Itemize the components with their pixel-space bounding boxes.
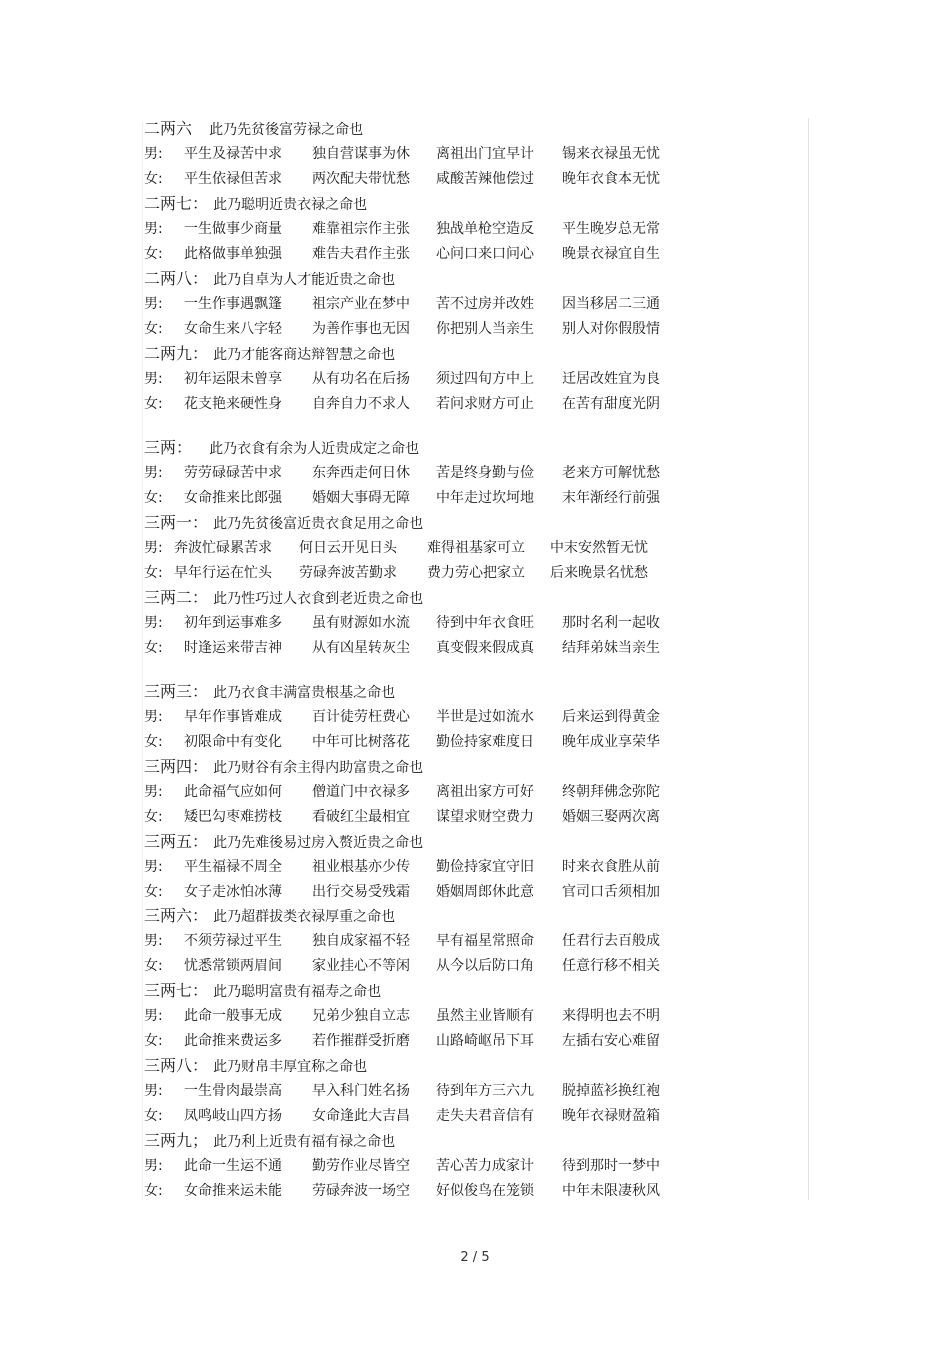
female-label: 女: bbox=[144, 321, 163, 337]
verse-phrase: 女命逢此大吉昌 bbox=[312, 1108, 410, 1124]
verse-phrase: 早年行运在忙头 bbox=[174, 565, 272, 581]
male-label: 男: bbox=[144, 859, 163, 875]
verse-phrase: 女命生来八字轻 bbox=[184, 321, 282, 337]
verse-phrase: 后来运到得黄金 bbox=[562, 709, 660, 725]
verse-phrase: 半世是过如流水 bbox=[436, 709, 534, 725]
verse-phrase: 兄弟少独自立志 bbox=[312, 1008, 410, 1024]
section-description: 此乃财谷有余主得内助富贵之命也 bbox=[213, 760, 424, 776]
male-label: 男: bbox=[144, 933, 163, 949]
verse-phrase: 若作摧群受折磨 bbox=[312, 1033, 410, 1049]
verse-phrase: 脱掉蓝衫换红袍 bbox=[562, 1083, 660, 1099]
male-verse-line bbox=[144, 143, 704, 167]
verse-phrase: 忧悉常锁两眉间 bbox=[184, 958, 282, 974]
verse-phrase: 勤俭持家难度日 bbox=[436, 734, 534, 750]
verse-phrase: 后来晚景名忧愁 bbox=[550, 565, 648, 581]
verse-phrase: 从有凶星转灰尘 bbox=[312, 640, 410, 656]
verse-phrase: 苦是终身勤与俭 bbox=[436, 465, 534, 481]
verse-phrase: 难靠祖宗作主张 bbox=[312, 221, 410, 237]
verse-phrase: 独战单枪空造反 bbox=[436, 221, 534, 237]
verse-phrase: 女命推来运未能 bbox=[184, 1183, 282, 1199]
verse-phrase: 从今以后防口角 bbox=[436, 958, 534, 974]
verse-phrase: 离祖出门宜早计 bbox=[436, 146, 534, 162]
male-label: 男: bbox=[144, 146, 163, 162]
verse-phrase: 早入科门姓名扬 bbox=[312, 1083, 410, 1099]
female-label: 女: bbox=[144, 734, 163, 750]
verse-phrase: 待到中年衣食旺 bbox=[436, 615, 534, 631]
verse-phrase: 末年渐经行前强 bbox=[562, 490, 660, 506]
verse-phrase: 锡来衣禄虽无忧 bbox=[562, 146, 660, 162]
female-verse-line bbox=[144, 243, 704, 267]
female-label: 女: bbox=[144, 565, 163, 581]
verse-phrase: 一生骨肉最崇高 bbox=[184, 1083, 282, 1099]
verse-phrase: 终朝拜佛念弥陀 bbox=[562, 784, 660, 800]
verse-phrase: 为善作事也无因 bbox=[312, 321, 410, 337]
verse-phrase: 独自成家福不轻 bbox=[312, 933, 410, 949]
female-label: 女: bbox=[144, 958, 163, 974]
verse-phrase: 别人对你假殷情 bbox=[562, 321, 660, 337]
verse-phrase: 婚姻三娶两次离 bbox=[562, 809, 660, 825]
verse-phrase: 苦不过房并改姓 bbox=[436, 296, 534, 312]
verse-phrase: 好似俊鸟在笼锁 bbox=[436, 1183, 534, 1199]
verse-phrase: 花支艳来硬性身 bbox=[184, 396, 282, 412]
female-verse-line bbox=[144, 955, 704, 979]
section-description: 此乃衣食有余为人近贵成定之命也 bbox=[209, 441, 420, 457]
male-label: 男: bbox=[144, 540, 163, 556]
verse-phrase: 东奔西走何日休 bbox=[312, 465, 410, 481]
female-verse-line bbox=[144, 168, 704, 192]
verse-phrase: 家业挂心不等闲 bbox=[312, 958, 410, 974]
female-verse-line bbox=[144, 637, 704, 661]
female-label: 女: bbox=[144, 1108, 163, 1124]
section-number: 三两二： bbox=[144, 588, 209, 607]
verse-phrase: 官司口舌须相加 bbox=[562, 884, 660, 900]
section-description: 此乃自卓为人才能近贵之命也 bbox=[213, 272, 396, 288]
verse-phrase: 早年作事皆难成 bbox=[184, 709, 282, 725]
verse-phrase: 走失夫君音信有 bbox=[436, 1108, 534, 1124]
verse-phrase: 老来方可解忧愁 bbox=[562, 465, 660, 481]
verse-phrase: 真变假来假成真 bbox=[436, 640, 534, 656]
right-margin-line bbox=[808, 118, 809, 1200]
section-title bbox=[144, 118, 363, 142]
male-label: 男: bbox=[144, 221, 163, 237]
male-verse-line bbox=[144, 1005, 704, 1029]
verse-phrase: 中年走过坎坷地 bbox=[436, 490, 534, 506]
male-label: 男: bbox=[144, 371, 163, 387]
verse-phrase: 初限命中有变化 bbox=[184, 734, 282, 750]
verse-phrase: 难告夫君作主张 bbox=[312, 246, 410, 262]
section-title bbox=[144, 681, 395, 705]
section-number: 三两三： bbox=[144, 682, 209, 701]
verse-phrase: 僧道门中衣禄多 bbox=[312, 784, 410, 800]
verse-phrase: 女命推来比郎强 bbox=[184, 490, 282, 506]
female-verse-line bbox=[144, 1105, 704, 1129]
female-label: 女: bbox=[144, 246, 163, 262]
section-description: 此乃利上近贵有福有禄之命也 bbox=[213, 1134, 396, 1150]
verse-phrase: 初年到运事难多 bbox=[184, 615, 282, 631]
female-label: 女: bbox=[144, 396, 163, 412]
verse-phrase: 自奔自力不求人 bbox=[312, 396, 410, 412]
verse-phrase: 苦心苦力成家计 bbox=[436, 1158, 534, 1174]
verse-phrase: 何日云开见日头 bbox=[299, 540, 397, 556]
verse-phrase: 晚年衣禄财盈箱 bbox=[562, 1108, 660, 1124]
verse-phrase: 平生福禄不周全 bbox=[184, 859, 282, 875]
verse-phrase: 女子走冰怕冰薄 bbox=[184, 884, 282, 900]
verse-phrase: 中年未限凄秋风 bbox=[562, 1183, 660, 1199]
section-title bbox=[144, 343, 395, 367]
section-description: 此乃超群拔类衣禄厚重之命也 bbox=[213, 909, 396, 925]
male-verse-line bbox=[144, 612, 704, 636]
verse-phrase: 因当移居二三通 bbox=[562, 296, 660, 312]
section-title bbox=[144, 437, 419, 461]
verse-phrase: 须过四旬方中上 bbox=[436, 371, 534, 387]
verse-phrase: 奔波忙碌累苦求 bbox=[174, 540, 272, 556]
section-number: 三两一： bbox=[144, 513, 209, 532]
male-label: 男: bbox=[144, 1158, 163, 1174]
verse-phrase: 任意行移不相关 bbox=[562, 958, 660, 974]
verse-phrase: 此格做事单独强 bbox=[184, 246, 282, 262]
section-description: 此乃先难後易过房入赘近贵之命也 bbox=[213, 835, 424, 851]
verse-phrase: 平生及禄苦中求 bbox=[184, 146, 282, 162]
verse-phrase: 晚年成业享荣华 bbox=[562, 734, 660, 750]
section-description: 此乃聪明富贵有福寿之命也 bbox=[213, 984, 382, 1000]
verse-phrase: 中末安然暂无忧 bbox=[550, 540, 648, 556]
verse-phrase: 此命一生运不通 bbox=[184, 1158, 282, 1174]
male-verse-line bbox=[144, 781, 704, 805]
male-verse-line bbox=[144, 218, 704, 242]
verse-phrase: 难得祖基家可立 bbox=[427, 540, 525, 556]
male-verse-line bbox=[144, 368, 704, 392]
verse-phrase: 矮巴勾枣难捞枝 bbox=[184, 809, 282, 825]
male-verse-line bbox=[144, 1080, 704, 1104]
verse-phrase: 山路崎岖吊下耳 bbox=[436, 1033, 534, 1049]
section-title bbox=[144, 756, 423, 780]
section-number: 三两： bbox=[144, 438, 193, 457]
verse-phrase: 中年可比树落花 bbox=[312, 734, 410, 750]
female-verse-line bbox=[144, 393, 704, 417]
section-title bbox=[144, 831, 423, 855]
verse-phrase: 来得明也去不明 bbox=[562, 1008, 660, 1024]
verse-phrase: 在苦有甜度光阴 bbox=[562, 396, 660, 412]
verse-phrase: 此命推来费运多 bbox=[184, 1033, 282, 1049]
section-number: 三两八： bbox=[144, 1056, 209, 1075]
male-verse-line bbox=[144, 930, 704, 954]
verse-phrase: 时来衣食胜从前 bbox=[562, 859, 660, 875]
verse-phrase: 待到年方三六九 bbox=[436, 1083, 534, 1099]
section-title bbox=[144, 905, 395, 929]
verse-phrase: 结拜弟妹当亲生 bbox=[562, 640, 660, 656]
verse-phrase: 劳碌奔波一场空 bbox=[312, 1183, 410, 1199]
female-verse-line bbox=[144, 731, 704, 755]
female-label: 女: bbox=[144, 1183, 163, 1199]
female-label: 女: bbox=[144, 490, 163, 506]
section-number: 三两五： bbox=[144, 832, 209, 851]
verse-phrase: 凤鸣岐山四方扬 bbox=[184, 1108, 282, 1124]
section-title bbox=[144, 193, 367, 217]
verse-phrase: 早有福星常照命 bbox=[436, 933, 534, 949]
male-verse-line bbox=[144, 293, 704, 317]
section-number: 二两八： bbox=[144, 269, 209, 288]
page-number: 2 / 5 bbox=[460, 1250, 490, 1265]
verse-phrase: 不须劳禄过平生 bbox=[184, 933, 282, 949]
female-label: 女: bbox=[144, 171, 163, 187]
verse-phrase: 待到那时一梦中 bbox=[562, 1158, 660, 1174]
verse-phrase: 看破红尘最相宜 bbox=[312, 809, 410, 825]
verse-phrase: 晚年衣食本无忧 bbox=[562, 171, 660, 187]
verse-phrase: 左插右安心难留 bbox=[562, 1033, 660, 1049]
male-label: 男: bbox=[144, 709, 163, 725]
verse-phrase: 咸酸苦辣他偿过 bbox=[436, 171, 534, 187]
male-label: 男: bbox=[144, 465, 163, 481]
verse-phrase: 迁居改姓宜为良 bbox=[562, 371, 660, 387]
female-verse-line bbox=[144, 881, 704, 905]
verse-phrase: 勤劳作业尽皆空 bbox=[312, 1158, 410, 1174]
section-title bbox=[144, 512, 423, 536]
section-number: 三两七： bbox=[144, 981, 209, 1000]
section-title bbox=[144, 1055, 367, 1079]
female-verse-line bbox=[144, 1180, 704, 1204]
male-verse-line bbox=[144, 462, 704, 486]
verse-phrase: 谋望求财空费力 bbox=[436, 809, 534, 825]
male-label: 男: bbox=[144, 296, 163, 312]
section-description: 此乃衣食丰满富贵根基之命也 bbox=[213, 685, 396, 701]
section-description: 此乃才能客商达辩智慧之命也 bbox=[213, 347, 396, 363]
verse-phrase: 初年运限未曾享 bbox=[184, 371, 282, 387]
female-verse-line bbox=[144, 562, 704, 586]
verse-phrase: 此命一般事无成 bbox=[184, 1008, 282, 1024]
verse-phrase: 若问求财方可止 bbox=[436, 396, 534, 412]
section-title bbox=[144, 980, 381, 1004]
verse-phrase: 此命福气应如何 bbox=[184, 784, 282, 800]
section-number: 三两六： bbox=[144, 906, 209, 925]
female-verse-line bbox=[144, 1030, 704, 1054]
verse-phrase: 出行交易受残霜 bbox=[312, 884, 410, 900]
verse-phrase: 时逢运来带吉神 bbox=[184, 640, 282, 656]
verse-phrase: 费力劳心把家立 bbox=[427, 565, 525, 581]
verse-phrase: 那时名利一起收 bbox=[562, 615, 660, 631]
section-description: 此乃先贫後富近贵衣食足用之命也 bbox=[213, 516, 424, 532]
male-label: 男: bbox=[144, 1008, 163, 1024]
verse-phrase: 劳劳碌碌苦中求 bbox=[184, 465, 282, 481]
male-verse-line bbox=[144, 856, 704, 880]
section-number: 三两九； bbox=[144, 1131, 209, 1150]
verse-phrase: 从有功名在后扬 bbox=[312, 371, 410, 387]
female-label: 女: bbox=[144, 640, 163, 656]
verse-phrase: 祖业根基亦少传 bbox=[312, 859, 410, 875]
verse-phrase: 婚姻大事碍无障 bbox=[312, 490, 410, 506]
section-description: 此乃性巧过人衣食到老近贵之命也 bbox=[213, 591, 424, 607]
verse-phrase: 祖宗产业在梦中 bbox=[312, 296, 410, 312]
verse-phrase: 独自营谋事为休 bbox=[312, 146, 410, 162]
section-number: 二两六 bbox=[144, 119, 193, 138]
section-title bbox=[144, 1130, 395, 1154]
male-verse-line bbox=[144, 1155, 704, 1179]
section-description: 此乃财帛丰厚宜称之命也 bbox=[213, 1059, 368, 1075]
verse-phrase: 百计徒劳枉费心 bbox=[312, 709, 410, 725]
female-label: 女: bbox=[144, 1033, 163, 1049]
verse-phrase: 劳碌奔波苦勤求 bbox=[299, 565, 397, 581]
left-margin-line bbox=[142, 122, 143, 1200]
verse-phrase: 离祖出家方可好 bbox=[436, 784, 534, 800]
verse-phrase: 你把别人当亲生 bbox=[436, 321, 534, 337]
section-number: 三两四： bbox=[144, 757, 209, 776]
section-title bbox=[144, 587, 423, 611]
male-label: 男: bbox=[144, 615, 163, 631]
section-number: 二两九： bbox=[144, 344, 209, 363]
section-description: 此乃聪明近贵衣禄之命也 bbox=[213, 197, 368, 213]
section-description: 此乃先贫後富劳禄之命也 bbox=[209, 122, 364, 138]
male-label: 男: bbox=[144, 784, 163, 800]
verse-phrase: 勤俭持家宜守旧 bbox=[436, 859, 534, 875]
male-label: 男: bbox=[144, 1083, 163, 1099]
verse-phrase: 虽有财源如水流 bbox=[312, 615, 410, 631]
female-label: 女: bbox=[144, 809, 163, 825]
verse-phrase: 心问口来口问心 bbox=[436, 246, 534, 262]
female-label: 女: bbox=[144, 884, 163, 900]
verse-phrase: 虽然主业皆顺有 bbox=[436, 1008, 534, 1024]
female-verse-line bbox=[144, 806, 704, 830]
female-verse-line bbox=[144, 487, 704, 511]
section-title bbox=[144, 268, 395, 292]
verse-phrase: 平生依禄但苦求 bbox=[184, 171, 282, 187]
section-number: 二两七： bbox=[144, 194, 209, 213]
verse-phrase: 两次配夫带忧愁 bbox=[312, 171, 410, 187]
verse-phrase: 平生晚岁总无常 bbox=[562, 221, 660, 237]
verse-phrase: 一生作事遇飘篷 bbox=[184, 296, 282, 312]
male-verse-line bbox=[144, 537, 704, 561]
verse-phrase: 一生做事少商量 bbox=[184, 221, 282, 237]
verse-phrase: 晚景衣禄宜自生 bbox=[562, 246, 660, 262]
verse-phrase: 婚姻周郎休此意 bbox=[436, 884, 534, 900]
verse-phrase: 任君行去百般成 bbox=[562, 933, 660, 949]
male-verse-line bbox=[144, 706, 704, 730]
female-verse-line bbox=[144, 318, 704, 342]
